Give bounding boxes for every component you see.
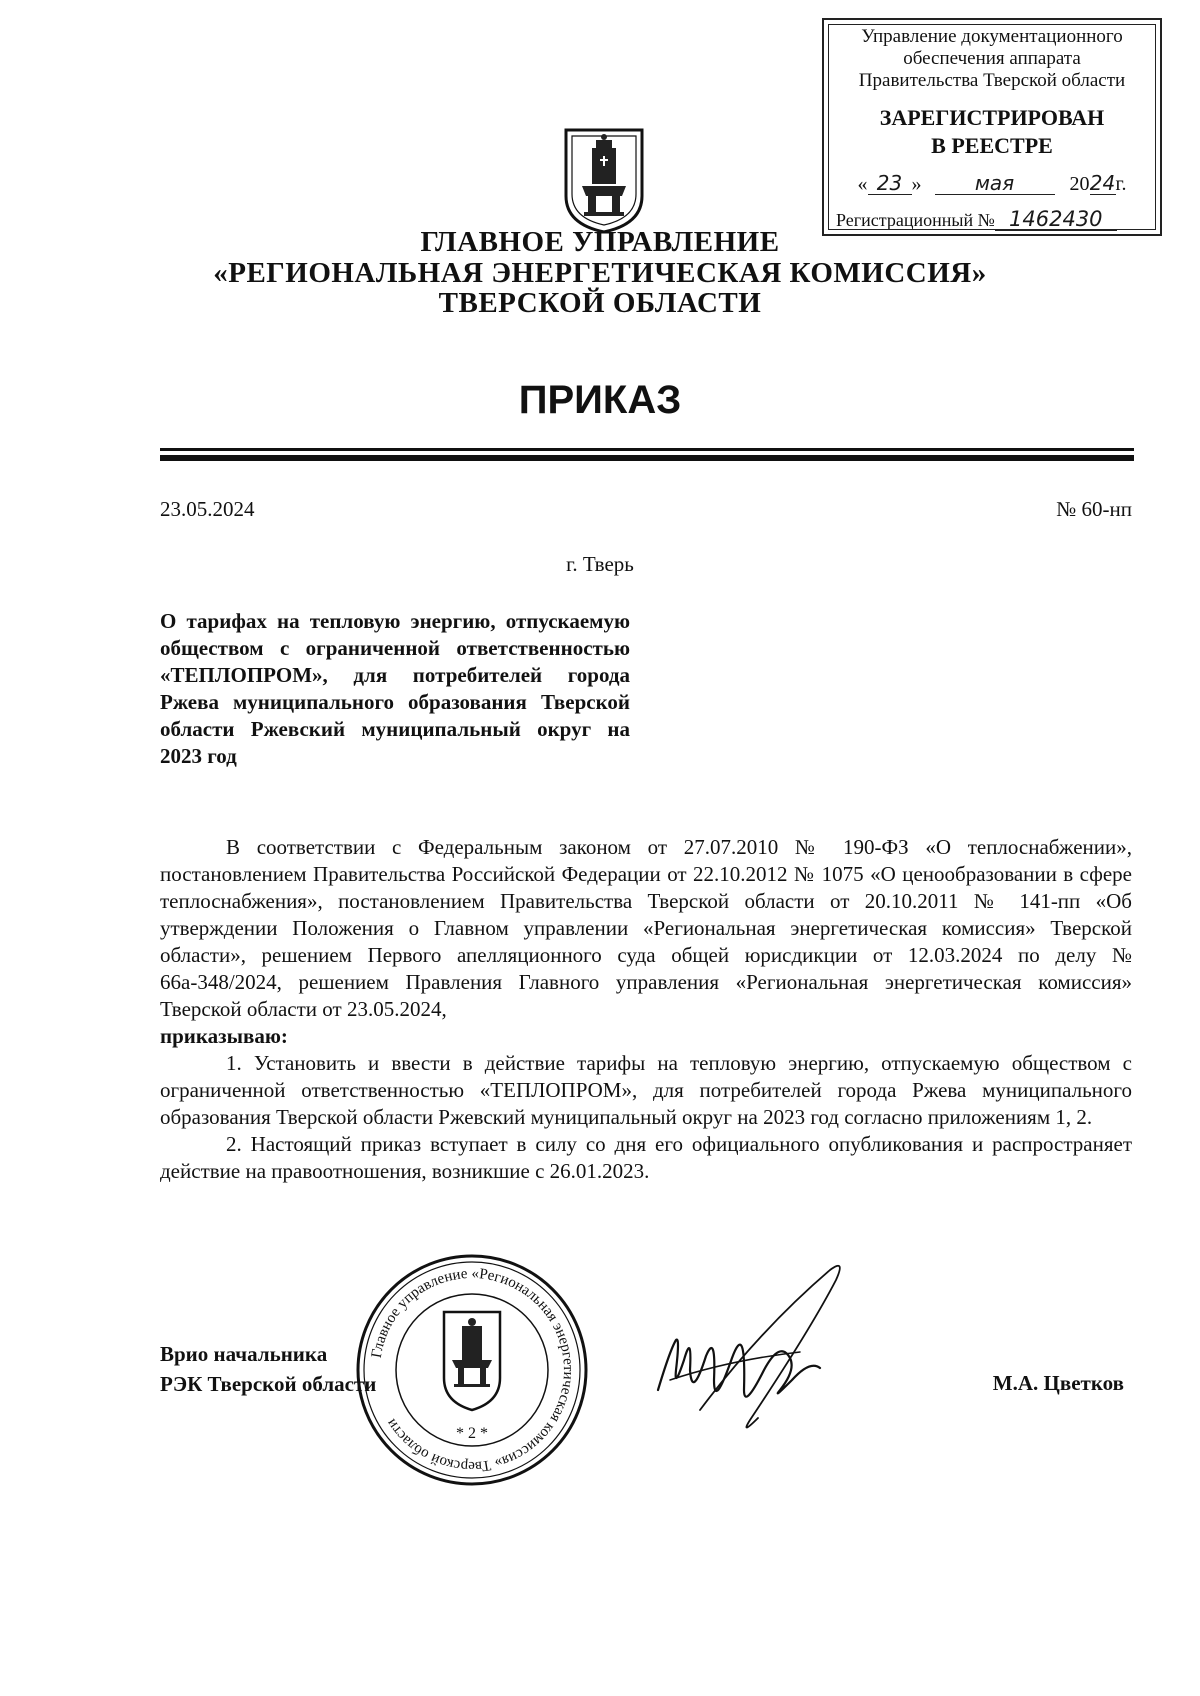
signatory-position — [160, 1339, 376, 1399]
stamp-department-line2: обеспечения аппарата — [903, 48, 1081, 69]
registry-stamp — [822, 18, 1162, 236]
signatory-position-line2: РЭК Тверской области — [160, 1372, 377, 1396]
header-line2: «РЕГИОНАЛЬНАЯ ЭНЕРГЕТИЧЕСКАЯ КОМИССИЯ» — [213, 257, 987, 289]
stamp-status-line2: В РЕЕСТРЕ — [931, 133, 1053, 158]
stamp-date-year-suffix: 24 — [1089, 171, 1116, 195]
order-item-1: 1. Установить и ввести в действие тарифы на тепловую энергию, отпускаемую обществом с ограниченной ответственностью «ТЕПЛОПРОМ», для потребителей города Ржева муниципального образования Тверской области Ржевский муниципальный округ на 2023 год согласно приложениям 1, 2. — [160, 1051, 1132, 1129]
order-item-2: 2. Настоящий приказ вступает в силу со дня его официального опубликования и распространяет действие на правоотношения, возникшие с 26.01.2023. — [160, 1132, 1132, 1183]
document-subject: О тарифах на тепловую энергию, отпускаемую обществом с ограниченной ответственностью «ТЕПЛОПРОМ», для потребителей города Ржева муниципального образования Тверской области Ржевский муниципальный округ на 2023 год — [160, 609, 630, 768]
coat-of-arms-icon — [562, 126, 646, 234]
signatory-name: М.А. Цветков — [992, 1371, 1124, 1395]
stamp-department-line1: Управление документационного — [861, 26, 1123, 47]
document-date: 23.05.2024 — [160, 497, 255, 521]
stamp-department-line3: Правительства Тверской области — [858, 70, 1126, 91]
stamp-date — [824, 172, 1160, 202]
signatory-position-line1: Врио начальника — [160, 1342, 328, 1366]
official-seal-icon — [352, 1250, 592, 1490]
stamp-status-line1: ЗАРЕГИСТРИРОВАН — [879, 105, 1105, 130]
header-line3: ТВЕРСКОЙ ОБЛАСТИ — [438, 287, 762, 319]
stamp-reg-number: 1462430 — [995, 208, 1117, 231]
stamp-date-close-quote: » — [911, 173, 922, 195]
document-number: № 60-нп — [1056, 497, 1132, 521]
document-body — [160, 834, 1132, 1185]
stamp-date-day: 23 — [868, 172, 912, 195]
document-title: ПРИКАЗ — [518, 378, 682, 422]
header-rule-thick — [160, 455, 1134, 461]
handwritten-signature — [640, 1240, 880, 1450]
preamble-paragraph: В соответствии с Федеральным законом от 27.07.2010 № 190-ФЗ «О теплоснабжении», постановлением Правительства Российской Федерации от 22.10.2012 № 1075 «О ценообразовании в сфере теплоснабжения», постановлением Правительства Тверской области от 20.10.2011 № 141-пп «Об утверждении Положения о Главном управлении «Региональная энергетическая комиссия» Тверской области», решением Первого апелляционного суда общей юрисдикции от 12.03.2024 по делу № 66а-348/2024, решением Правления Главного управления «Региональная энергетическая комиссия» Тверской области от 23.05.2024, — [160, 835, 1132, 1021]
seal-center-mark: * 2 * — [456, 1425, 488, 1442]
document-city: г. Тверь — [566, 552, 634, 576]
header-line1: ГЛАВНОЕ УПРАВЛЕНИЕ — [420, 226, 780, 258]
header-rule-thin — [160, 448, 1134, 451]
stamp-date-month: мая — [935, 172, 1055, 195]
stamp-date-year-prefix: 20 — [1069, 173, 1090, 195]
stamp-date-open-quote: « — [857, 173, 868, 195]
order-word: приказываю: — [160, 1024, 288, 1048]
stamp-reg-label: Регистрационный № — [836, 210, 995, 230]
seal-ring-text: Главное управление «Региональная энергетическая комиссия» Тверской области — [368, 1265, 577, 1475]
stamp-date-year-unit: г. — [1115, 173, 1127, 195]
